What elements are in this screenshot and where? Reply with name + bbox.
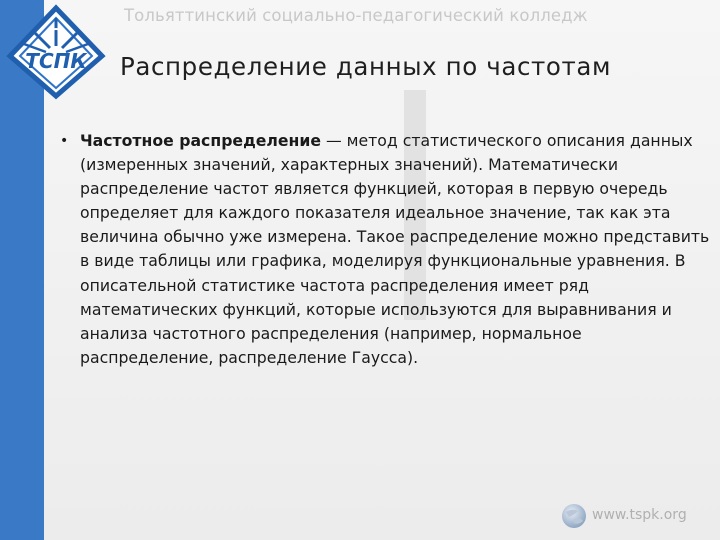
definition-paragraph: [80, 129, 710, 370]
college-logo: [4, 4, 108, 102]
bullet-marker: •: [60, 133, 69, 149]
logo-emblem-icon: [4, 4, 108, 102]
definition-text: — метод статистического описания данных (измеренных значений, характерных значений). Математически распределение частот является функцией, которая в первую очередь определяет для каждого показателя идеальное значение, так как эта величина обычно уже измерена. Такое распределение можно представить в виде таблицы или графика, моделируя функциональные уравнения. В описательной статистике частота распределения имеет ряд математических функций, которые используются для выравнивания и анализа частотного распределения (например, нормальное распределение, распределение Гаусса).: [80, 131, 710, 367]
footer-branding: [560, 502, 710, 532]
content-body: [60, 129, 710, 370]
globe-icon: [560, 502, 588, 530]
college-name: Тольяттинский социально-педагогический колледж: [124, 6, 588, 25]
page-title: Распределение данных по частотам: [120, 52, 612, 81]
term-label: Частотное распределение: [80, 131, 321, 150]
website-link[interactable]: www.tspk.org: [592, 507, 687, 523]
logo-text: ТСПК: [25, 49, 87, 73]
